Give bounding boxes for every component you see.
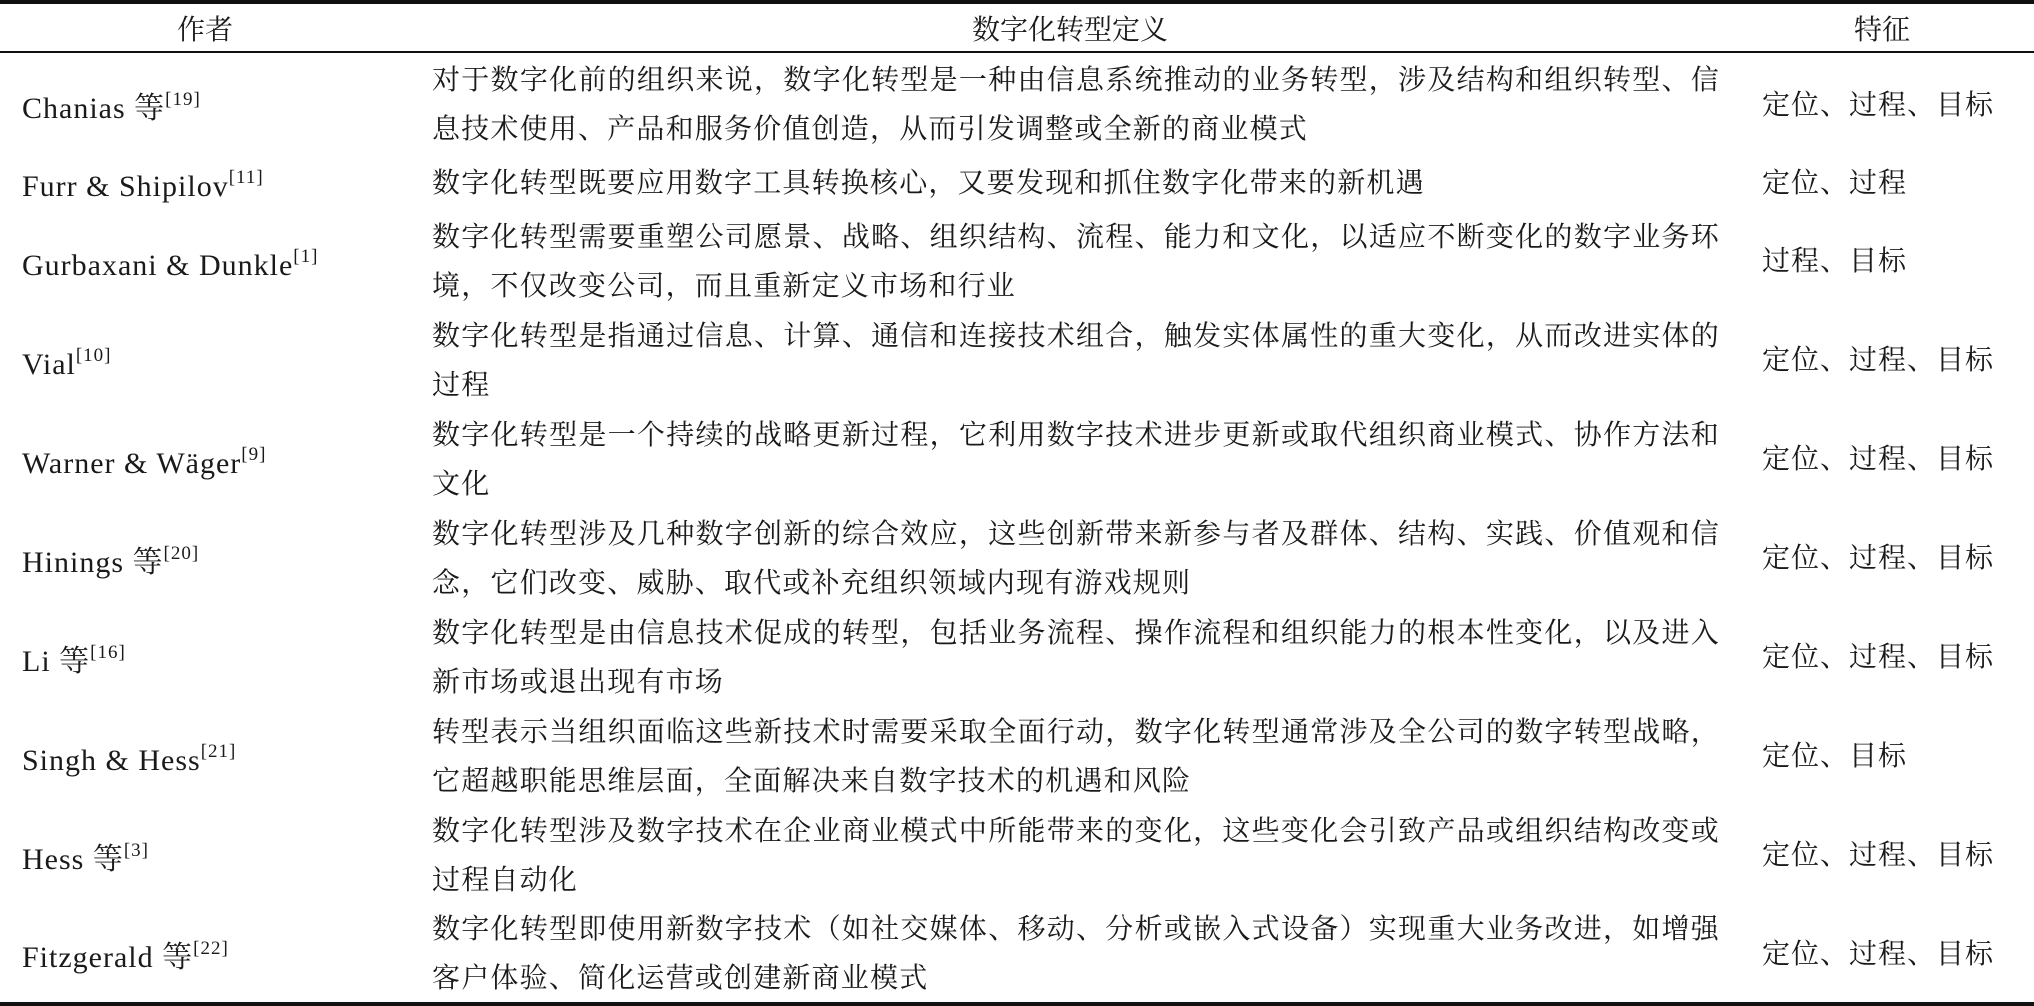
table-row: [0, 904, 2034, 1004]
author-name: Warner & Wäger: [22, 446, 242, 480]
features-cell: 定位、过程、目标: [1762, 640, 1995, 673]
definition-cell: 转型表示当组织面临这些新技术时需要采取全面行动，数字化转型通常涉及全公司的数字转型战略，它超越职能思维层面，全面解决来自数字技术的机遇和风险: [432, 714, 1720, 797]
definition-cell: 数字化转型是指通过信息、计算、通信和连接技术组合，触发实体属性的重大变化，从而改进实体的过程: [432, 318, 1720, 401]
author-name: Singh & Hess: [22, 743, 201, 777]
table-row: [0, 607, 2034, 706]
author-cell: [0, 211, 410, 310]
table-row: [0, 409, 2034, 508]
citation-ref: [22]: [193, 938, 229, 959]
header-definition: 数字化转型定义: [410, 2, 1730, 52]
definition-cell: 数字化转型即使用新数字技术（如社交媒体、移动、分析或嵌入式设备）实现重大业务改进，如增强客户体验、简化运营或创建新商业模式: [410, 904, 1730, 1004]
header-features: 特征: [1730, 2, 2034, 52]
citation-ref: [20]: [163, 542, 200, 564]
author-name: Fitzgerald 等: [22, 941, 194, 974]
citation-ref: [9]: [241, 443, 267, 465]
author-cell: [0, 607, 410, 706]
header-row: [0, 2, 2034, 52]
author-name: Vial: [22, 347, 76, 381]
citation-ref: [11]: [228, 167, 264, 188]
features-cell: 定位、过程: [1762, 165, 1908, 199]
definition-cell: 数字化转型需要重塑公司愿景、战略、组织结构、流程、能力和文化，以适应不断变化的数字业务环境，不仅改变公司，而且重新定义市场和行业: [432, 219, 1720, 302]
author-cell: [0, 310, 410, 409]
definition-cell: 数字化转型既要应用数字工具转换核心，又要发现和抓住数字化带来的新机遇: [432, 165, 1425, 199]
features-cell: 过程、目标: [1762, 244, 1908, 277]
features-cell: 定位、过程、目标: [1762, 343, 1995, 376]
author-cell: [0, 153, 410, 211]
citation-ref: [10]: [75, 344, 112, 366]
features-cell: 定位、目标: [1762, 739, 1908, 772]
author-name: Gurbaxani & Dunkle: [22, 248, 294, 282]
author-name: Chanias 等: [22, 92, 166, 125]
citation-ref: [19]: [165, 89, 201, 110]
table-row: [0, 211, 2034, 310]
features-cell: 定位、过程、目标: [1762, 541, 1995, 574]
author-cell: [0, 805, 410, 904]
author-cell: [0, 904, 410, 1004]
table-row: [0, 52, 2034, 153]
author-name: Hinings 等: [22, 545, 164, 579]
definition-cell: 数字化转型是由信息技术促成的转型，包括业务流程、操作流程和组织能力的根本性变化，以及进入新市场或退出现有市场: [432, 615, 1720, 698]
definition-cell: 对于数字化前的组织来说，数字化转型是一种由信息系统推动的业务转型，涉及结构和组织转型、信息技术使用、产品和服务价值创造，从而引发调整或全新的商业模式: [432, 63, 1720, 145]
features-cell: 定位、过程、目标: [1762, 87, 1995, 121]
table-row: [0, 508, 2034, 607]
author-name: Furr & Shipilov: [22, 170, 229, 203]
definition-cell: 数字化转型是一个持续的战略更新过程，它利用数字技术进步更新或取代组织商业模式、协作方法和文化: [432, 417, 1720, 500]
table-row: [0, 706, 2034, 805]
features-cell: 定位、过程、目标: [1762, 838, 1995, 871]
author-cell: [0, 409, 410, 508]
citation-ref: [21]: [200, 740, 237, 762]
definition-cell: 数字化转型涉及几种数字创新的综合效应，这些创新带来新参与者及群体、结构、实践、价值观和信念，它们改变、威胁、取代或补充组织领域内现有游戏规则: [432, 516, 1720, 599]
citation-ref: [3]: [123, 839, 149, 861]
citation-ref: [1]: [293, 245, 319, 267]
author-cell: [0, 706, 410, 805]
features-cell: 定位、过程、目标: [1730, 904, 2034, 1004]
author-cell: [0, 52, 410, 153]
table-row: [0, 310, 2034, 409]
citation-ref: [16]: [90, 641, 126, 663]
header-author: 作者: [0, 2, 410, 52]
table-row: [0, 805, 2034, 904]
definition-cell: 数字化转型涉及数字技术在企业商业模式中所能带来的变化，这些变化会引致产品或组织结构改变或过程自动化: [432, 813, 1720, 896]
table-row: [0, 153, 2034, 211]
author-name: Li 等: [22, 644, 91, 678]
author-name: Hess 等: [22, 842, 124, 876]
author-cell: [0, 508, 410, 607]
features-cell: 定位、过程、目标: [1762, 442, 1995, 475]
